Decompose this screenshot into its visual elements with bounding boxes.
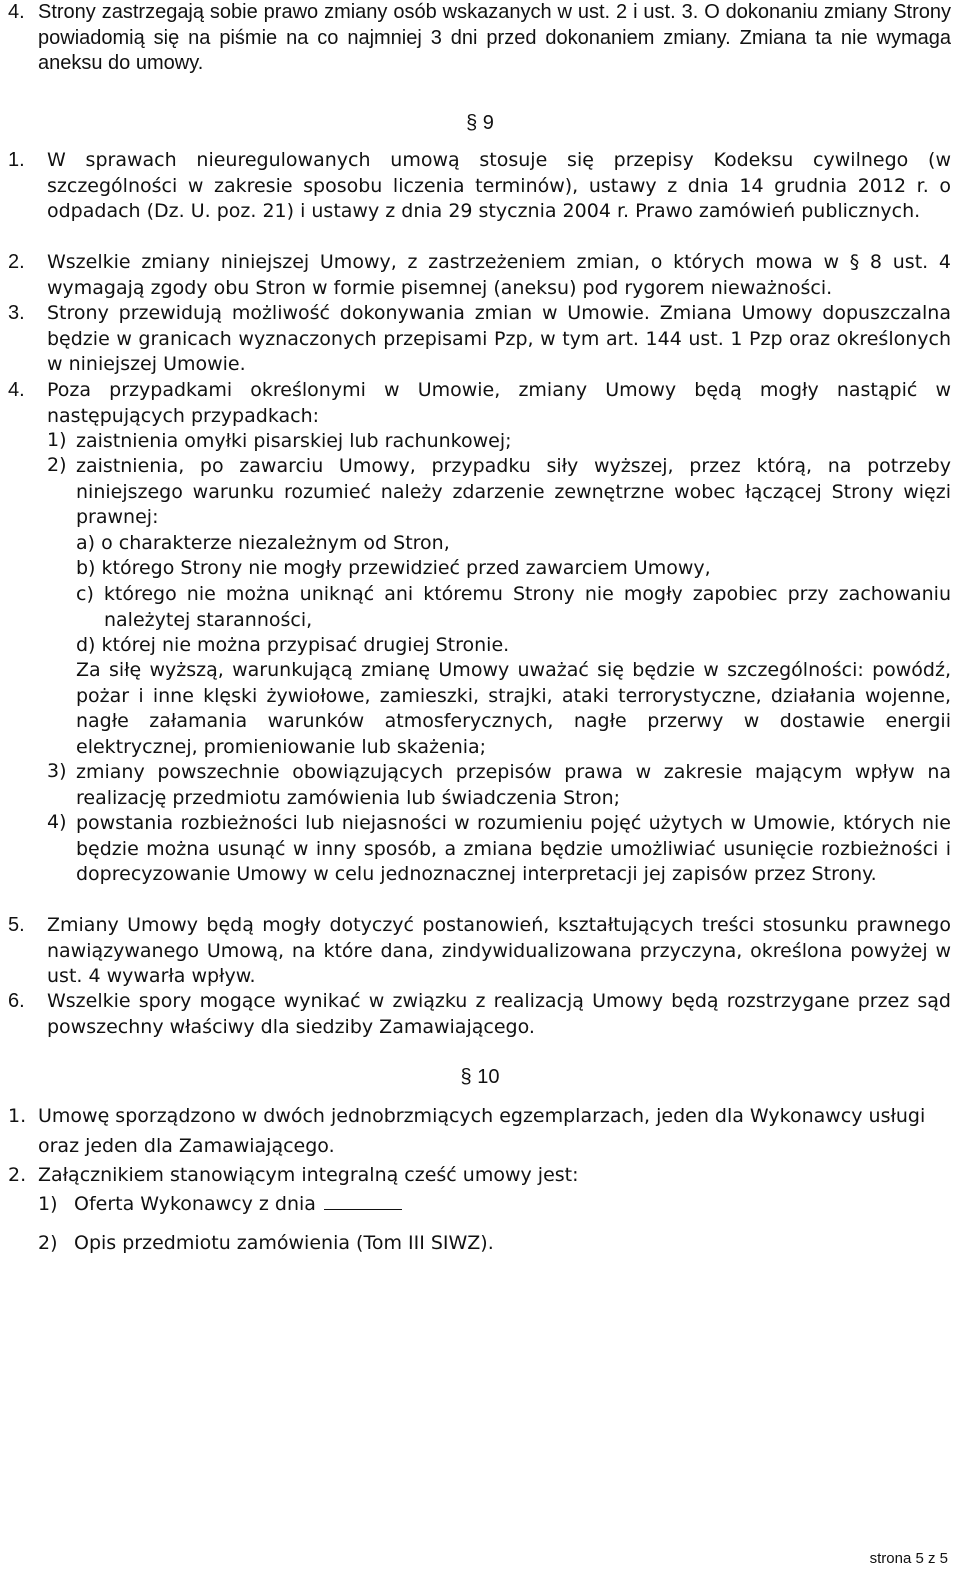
list-number: 2) — [47, 454, 67, 476]
list-number: 1) — [38, 1193, 58, 1215]
s10-paragraph-1: Umowę sporządzono w dwóch jednobrzmiących egzemplarzach, jeden dla Wykonawcy usługi oraz jeden dla Zamawiającego. — [38, 1105, 926, 1157]
s9-paragraph-5: Zmiany Umowy będą mogły dotyczyć postanowień, kształtujących treści stosunku prawnego nawiązywanego Umową, na które dana, zindywidualizowana przyczyna, określona powyżej w ust. 4 wywarła wpływ. — [47, 914, 951, 987]
s9-item-3: zmiany powszechnie obowiązujących przepisów prawa w zakresie mającym wpływ na realizację przedmiotu zamówienia lub świadczenia Stron; — [76, 761, 951, 809]
paragraph-number: 5. — [8, 914, 25, 936]
s9-paragraph-3: Strony przewidują możliwość dokonywania zmian w Umowie. Zmiana Umowy dopuszczalna będzie w granicach wyznaczonych przepisami Pzp, w tym art. 144 ust. 1 Pzp oraz określonych w niniejszej Umowie. — [47, 302, 951, 375]
page-footer: strona 5 z 5 — [869, 1550, 948, 1567]
s10-attachment-1 — [74, 1189, 951, 1219]
s9-item-4: powstania rozbieżności lub niejasności w rozumieniu pojęć użytych w Umowie, których nie będzie można usunąć w inny sposób, a zmiana będzie umożliwiać usunięcie rozbieżności i doprecyzowanie Umowy w celu jednoznacznej interpretacji jej zapisów przez Strony. — [76, 812, 951, 885]
list-number: 1) — [47, 429, 67, 451]
paragraph-number: 1. — [8, 149, 25, 171]
s9-item-2d: d) której nie można przypisać drugiej Stronie. — [76, 634, 510, 656]
s10-attachment-2: Opis przedmiotu zamówienia (Tom III SIWZ). — [74, 1232, 494, 1254]
attachment-1-label: Oferta Wykonawcy z dnia — [74, 1193, 316, 1215]
paragraph-number: 2. — [8, 1164, 27, 1186]
s9-paragraph-1: W sprawach nieuregulowanych umową stosuje się przepisy Kodeksu cywilnego (w szczególności w zakresie sposobu liczenia terminów), ustawy z dnia 14 grudnia 2012 r. o odpadach (Dz. U. poz. 21) i ustawy z dnia 29 stycznia 2004 r. Prawo zamówień publicznych. — [47, 149, 951, 222]
s9-paragraph-6: Wszelkie spory mogące wynikać w związku z realizacją Umowy będą rozstrzygane przez sąd powszechny właściwy dla siedziby Zamawiającego. — [47, 990, 951, 1038]
s9-item-2a: a) o charakterze niezależnym od Stron, — [76, 532, 450, 554]
paragraph-number: 4. — [8, 1, 25, 23]
s9-item-2c: c) którego nie można uniknąć ani któremu Strony nie mogły zapobiec przy zachowaniu należytej staranności, — [76, 583, 951, 631]
s9-item-2: zaistnienia, po zawarciu Umowy, przypadku siły wyższej, przez którą, na potrzeby niniejszego warunku rozumieć należy zdarzenie zewnętrzne wobec łączącej Strony więzi prawnej: — [76, 455, 951, 528]
date-blank-field — [324, 1191, 402, 1210]
s9-force-majeure: Za siłę wyższą, warunkującą zmianę Umowy uważać się będzie w szczególności: powódź, pożar i inne klęski żywiołowe, zamieszki, strajki, ataki terrorystyczne, działania wojenne, nagłe załamania warunków atmosferycznych, nagłe przerwy w dostawie energii elektrycznej, promieniowanie lub skażenia; — [76, 659, 951, 758]
paragraph-number: 6. — [8, 990, 25, 1012]
paragraph-number: 1. — [8, 1105, 27, 1127]
s9-item-1: zaistnienia omyłki pisarskiej lub rachunkowej; — [76, 430, 512, 452]
s9-paragraph-4: Poza przypadkami określonymi w Umowie, zmiany Umowy będą mogły nastąpić w następujących przypadkach: — [47, 379, 951, 427]
list-number: 2) — [38, 1232, 58, 1254]
s10-paragraph-2: Załącznikiem stanowiącym integralną cześć umowy jest: — [38, 1164, 579, 1186]
list-number: 4) — [47, 811, 67, 833]
list-number: 3) — [47, 760, 67, 782]
paragraph-number: 2. — [8, 251, 25, 273]
paragraph-number: 3. — [8, 302, 25, 324]
section-10-heading: § 10 — [460, 1066, 500, 1088]
paragraph-number: 4. — [8, 379, 25, 401]
s9-item-2b: b) którego Strony nie mogły przewidzieć przed zawarciem Umowy, — [76, 557, 711, 579]
paragraph-top: Strony zastrzegają sobie prawo zmiany osób wskazanych w ust. 2 i ust. 3. O dokonaniu zmiany Strony powiadomią się na piśmie na co najmniej 3 dni przed dokonaniem zmiany. Zmiana ta nie wymaga aneksu do umowy. — [38, 1, 951, 74]
s9-paragraph-2: Wszelkie zmiany niniejszej Umowy, z zastrzeżeniem zmian, o których mowa w § 8 ust. 4 wymagają zgody obu Stron w formie pisemnej (aneksu) pod rygorem nieważności. — [47, 251, 951, 299]
section-9-heading: § 9 — [466, 112, 494, 134]
